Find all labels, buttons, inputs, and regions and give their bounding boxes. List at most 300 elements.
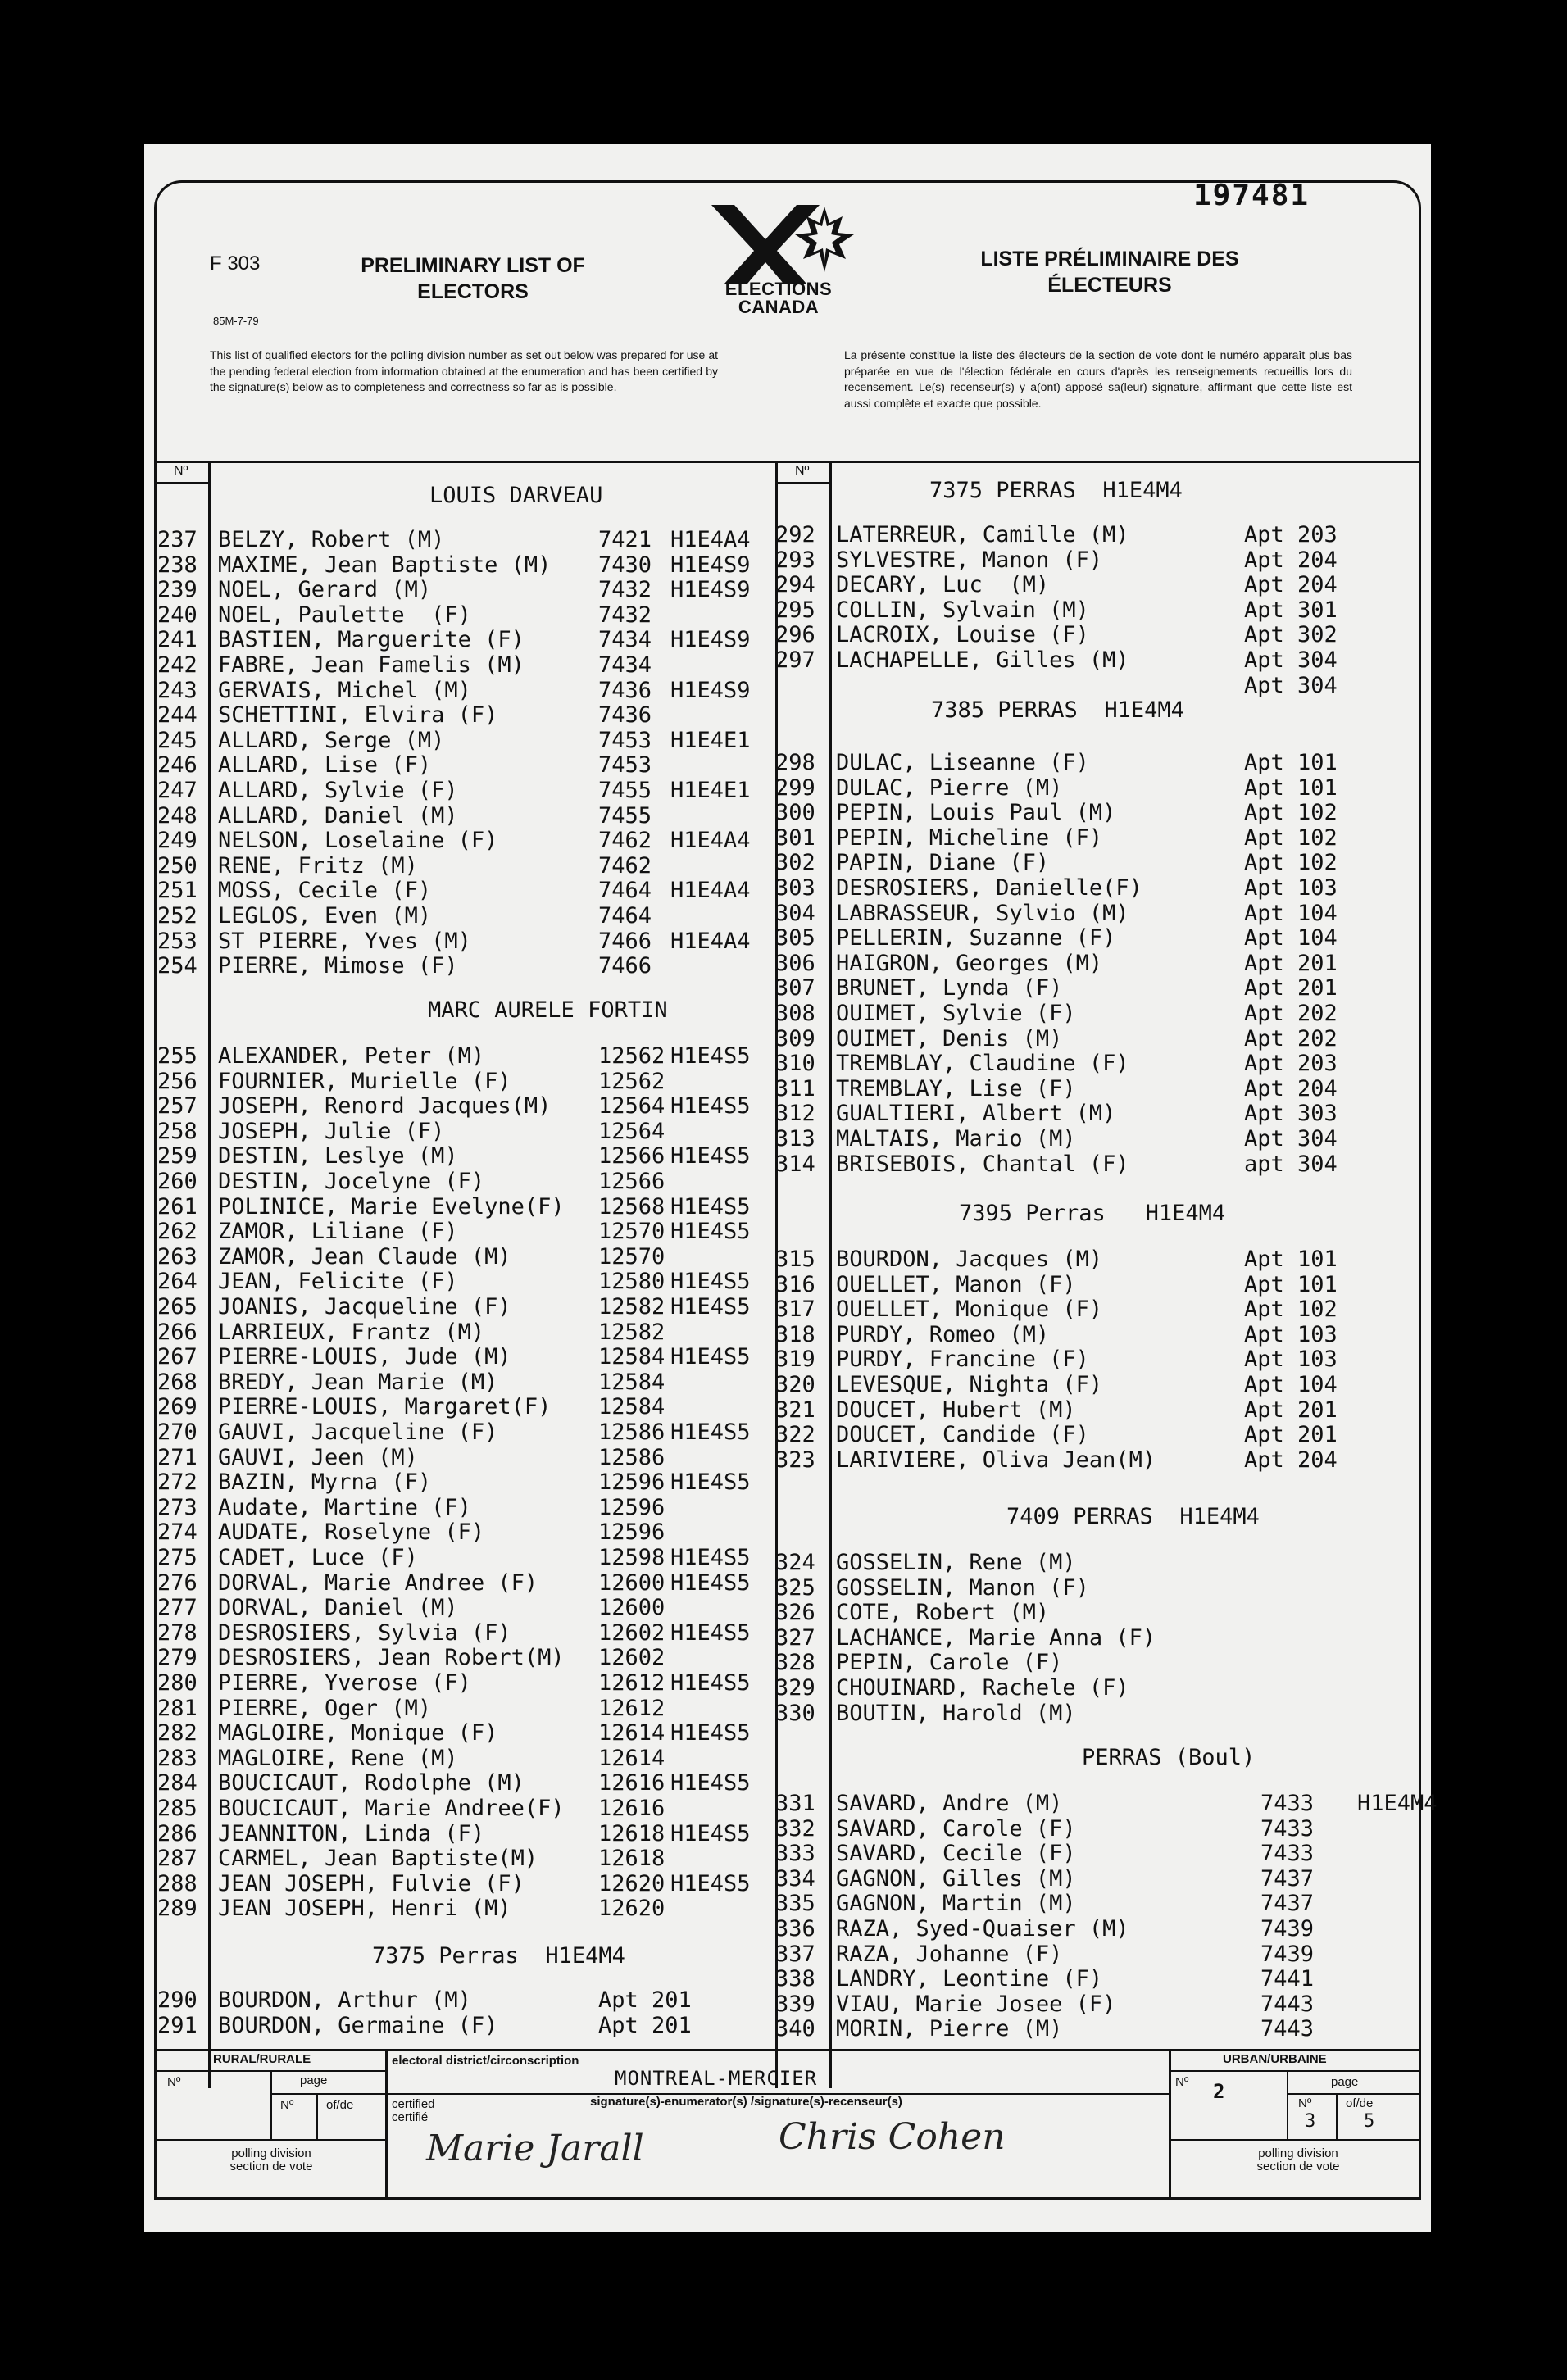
elector-name: LEGLOS, Even (M): [218, 903, 432, 929]
form-number: F 303: [210, 252, 261, 275]
elector-address: 7433: [1260, 1841, 1315, 1867]
elector-name: LANDRY, Leontine (F): [836, 1966, 1103, 1992]
elector-address: 7443: [1260, 1991, 1315, 2017]
elector-number: 318: [775, 1321, 815, 1347]
logo-line2: CANADA: [738, 297, 820, 317]
elector-address: 12618: [598, 1820, 665, 1846]
elector-number: 338: [775, 1966, 815, 1992]
elector-number: 304: [775, 900, 815, 926]
elector-number: 330: [775, 1700, 815, 1726]
elector-address: 12566: [598, 1143, 665, 1170]
urban-page-value: 3: [1305, 2111, 1316, 2132]
urban-of-value: 5: [1364, 2111, 1375, 2132]
elector-name: JOSEPH, Renord Jacques(M): [218, 1093, 552, 1120]
elector-postal-code: H1E4E1: [670, 778, 751, 803]
elector-number: 309: [775, 1025, 815, 1051]
elector-number: 307: [775, 975, 815, 1002]
elector-name: BRUNET, Lynda (F): [836, 975, 1063, 1002]
elector-address: 12596: [598, 1519, 665, 1546]
elector-address: Apt 104: [1244, 1372, 1338, 1397]
elector-name: DORVAL, Daniel (M): [218, 1595, 458, 1621]
elector-name: CARMEL, Jean Baptiste(M): [218, 1846, 538, 1872]
elector-name: DESROSIERS, Jean Robert(M): [218, 1645, 565, 1671]
section-heading: LOUIS DARVEAU: [429, 483, 603, 508]
elector-number: 292: [775, 522, 815, 547]
elector-number: 332: [775, 1815, 815, 1842]
elector-address: Apt 203: [1244, 522, 1338, 547]
elector-address: 12570: [598, 1243, 665, 1269]
elector-postal-code: H1E4S5: [670, 1545, 751, 1570]
elector-postal-code: H1E4S5: [670, 1093, 751, 1120]
elector-address: 7430: [598, 552, 652, 578]
elector-number: 298: [775, 750, 815, 775]
elector-name: JEAN JOSEPH, Henri (M): [218, 1896, 511, 1922]
elector-name: ZAMOR, Liliane (F): [218, 1219, 458, 1245]
elector-number: 308: [775, 1001, 815, 1026]
rural-polling-division: [218, 2147, 325, 2173]
elector-name: LEVESQUE, Nighta (F): [836, 1372, 1103, 1397]
urban-rule: [1169, 2070, 1421, 2072]
elector-address: 7433: [1260, 1791, 1315, 1816]
urban-divider: [1287, 2070, 1288, 2141]
elector-name: PIERRE, Yverose (F): [218, 1670, 471, 1696]
right-no-header-rule: [775, 482, 831, 484]
urban-label: URBAN/URBAINE: [1223, 2052, 1327, 2066]
elector-address: 12564: [598, 1118, 665, 1144]
logo-line1: ELECTIONS: [724, 279, 833, 299]
elector-postal-code: H1E4S5: [670, 1469, 751, 1496]
elector-number: 278: [157, 1619, 198, 1646]
elector-name: ZAMOR, Jean Claude (M): [218, 1243, 511, 1269]
elector-name: SCHETTINI, Elvira (F): [218, 702, 498, 729]
left-no-label: Nº: [174, 464, 188, 478]
certified-label: [392, 2098, 435, 2124]
elector-address: Apt 202: [1244, 1025, 1338, 1051]
elector-address: Apt 204: [1244, 547, 1338, 573]
elector-address: 12600: [598, 1595, 665, 1621]
elector-address: Apt 201: [598, 2012, 692, 2038]
section-de-vote-label: section de vote: [1256, 2160, 1340, 2173]
elector-name: TREMBLAY, Lise (F): [836, 1075, 1076, 1101]
elector-name: SAVARD, Andre (M): [836, 1791, 1063, 1816]
elector-address: 12620: [598, 1896, 665, 1922]
elector-address: 12570: [598, 1219, 665, 1245]
elector-address: 12602: [598, 1645, 665, 1671]
elector-address: 7432: [598, 602, 652, 628]
elector-number: 258: [157, 1118, 198, 1144]
elector-name: LACHANCE, Marie Anna (F): [836, 1624, 1156, 1651]
elector-postal-code: H1E4S9: [670, 677, 751, 703]
elector-number: 244: [157, 702, 198, 729]
elector-number: 302: [775, 850, 815, 876]
urban-page-no-label: Nº: [1298, 2096, 1312, 2110]
elector-address: Apt 101: [1244, 774, 1338, 801]
elector-name: GUALTIERI, Albert (M): [836, 1101, 1116, 1127]
elector-address: 12618: [598, 1846, 665, 1872]
elector-address: 7433: [1260, 1815, 1315, 1842]
elector-number: 320: [775, 1372, 815, 1397]
elector-address: Apt 102: [1244, 824, 1338, 851]
elector-number: 249: [157, 828, 198, 854]
elector-address: 7432: [598, 577, 652, 603]
elector-address: 12612: [598, 1670, 665, 1696]
elector-address: Apt 203: [1244, 1051, 1338, 1077]
rural-of-label: of/de: [326, 2098, 354, 2112]
elector-postal-code: H1E4S5: [670, 1770, 751, 1796]
elector-postal-code: H1E4S5: [670, 1870, 751, 1896]
elector-postal-code: H1E4S5: [670, 1219, 751, 1245]
elector-name: PIERRE, Oger (M): [218, 1695, 432, 1721]
elector-address: Apt 102: [1244, 800, 1338, 826]
right-no-label: Nº: [795, 464, 810, 478]
urban-polling-division: [1241, 2147, 1356, 2173]
elector-address: 12614: [598, 1745, 665, 1771]
elector-name: LACROIX, Louise (F): [836, 622, 1089, 648]
elector-postal-code: H1E4S5: [670, 1820, 751, 1846]
elector-number: 323: [775, 1447, 815, 1473]
elector-number: 276: [157, 1569, 198, 1596]
elector-name: PIERRE, Mimose (F): [218, 953, 458, 979]
elector-name: BELZY, Robert (M): [218, 527, 445, 552]
elector-address: 12616: [598, 1796, 665, 1821]
elector-number: 331: [775, 1791, 815, 1816]
certified-fr: certifié: [392, 2110, 429, 2124]
logo-wordmark: [705, 280, 852, 316]
elector-postal-code: H1E4S5: [670, 1720, 751, 1746]
elector-number: 248: [157, 802, 198, 829]
elector-address: 12612: [598, 1695, 665, 1721]
elector-name: COLLIN, Sylvain (M): [836, 597, 1089, 623]
elector-number: 313: [775, 1126, 815, 1151]
elector-number: 339: [775, 1991, 815, 2017]
rural-divider: [316, 2093, 318, 2141]
elector-number: 311: [775, 1075, 815, 1101]
elector-name: ALLARD, Serge (M): [218, 727, 445, 753]
elector-number: 283: [157, 1745, 198, 1771]
elector-name: BOURDON, Germaine (F): [218, 2012, 498, 2038]
section-heading: 7375 PERRAS H1E4M4: [929, 478, 1183, 503]
elector-number: 250: [157, 852, 198, 879]
elector-address: 7453: [598, 727, 652, 753]
elector-address: Apt 304: [1244, 1126, 1338, 1151]
elector-address: 7455: [598, 778, 652, 803]
elector-name: DULAC, Liseanne (F): [836, 750, 1089, 775]
elector-number: 294: [775, 572, 815, 598]
elector-number: 261: [157, 1193, 198, 1220]
elector-address: 7436: [598, 677, 652, 703]
title-english: [329, 252, 616, 305]
elector-name: GAUVI, Jeen (M): [218, 1444, 418, 1470]
elector-address: Apt 101: [1244, 1271, 1338, 1297]
elector-address: Apt 204: [1244, 572, 1338, 598]
rural-page-label: page: [300, 2073, 328, 2087]
elector-name: COTE, Robert (M): [836, 1600, 1050, 1626]
elector-address: Apt 204: [1244, 1447, 1338, 1473]
elector-name: DOUCET, Hubert (M): [836, 1397, 1076, 1423]
elector-number: 237: [157, 527, 198, 552]
elector-address: Apt 102: [1244, 850, 1338, 876]
elector-postal-code: H1E4M4: [1357, 1791, 1438, 1816]
elector-name: NOEL, Gerard (M): [218, 577, 432, 603]
elector-number: 273: [157, 1494, 198, 1520]
elector-address: 7464: [598, 903, 652, 929]
elector-address: 12596: [598, 1494, 665, 1520]
elector-address: Apt 304: [1244, 672, 1338, 698]
elector-number: 253: [157, 928, 198, 954]
elector-address: 12614: [598, 1720, 665, 1746]
elector-postal-code: H1E4A4: [670, 828, 751, 854]
elector-address: Apt 104: [1244, 900, 1338, 926]
elector-name: BOUCICAUT, Rodolphe (M): [218, 1770, 525, 1796]
elector-name: LABRASSEUR, Sylvio (M): [836, 900, 1129, 926]
elector-name: MOSS, Cecile (F): [218, 878, 432, 904]
elector-number: 329: [775, 1675, 815, 1701]
elector-postal-code: H1E4A4: [670, 527, 751, 552]
elector-address: 7462: [598, 852, 652, 879]
elector-name: PIERRE-LOUIS, Jude (M): [218, 1344, 511, 1370]
elector-number: 260: [157, 1169, 198, 1194]
elector-address: Apt 304: [1244, 647, 1338, 673]
elector-name: RAZA, Johanne (F): [836, 1941, 1063, 1967]
elector-number: 319: [775, 1347, 815, 1373]
elector-address: Apt 101: [1244, 1247, 1338, 1272]
elector-number: 303: [775, 875, 815, 901]
elector-address: Apt 103: [1244, 1347, 1338, 1373]
elector-name: PEPIN, Louis Paul (M): [836, 800, 1116, 826]
elector-name: RENE, Fritz (M): [218, 852, 418, 879]
urban-bottom-rule: [1169, 2139, 1421, 2141]
elector-number: 290: [157, 1987, 198, 2013]
footer-left-divider: [385, 2049, 388, 2200]
elector-name: ALLARD, Sylvie (F): [218, 778, 458, 803]
signature-1: Marie Jarall: [426, 2128, 644, 2169]
elector-number: 296: [775, 622, 815, 648]
elector-postal-code: H1E4S5: [670, 1294, 751, 1319]
elector-name: NOEL, Paulette (F): [218, 602, 471, 628]
elector-name: BRISEBOIS, Chantal (F): [836, 1151, 1129, 1177]
title-fr-line2: ÉLECTEURS: [1047, 274, 1172, 297]
elector-name: DESTIN, Jocelyne (F): [218, 1169, 485, 1194]
elector-postal-code: H1E4S9: [670, 552, 751, 578]
elector-number: 282: [157, 1720, 198, 1746]
title-fr-line1: LISTE PRÉLIMINAIRE DES: [980, 248, 1239, 270]
signature-2: Chris Cohen: [779, 2116, 1006, 2158]
elector-number: 299: [775, 774, 815, 801]
elector-number: 268: [157, 1369, 198, 1395]
elector-name: GAGNON, Gilles (M): [836, 1865, 1076, 1892]
elector-name: TREMBLAY, Claudine (F): [836, 1051, 1129, 1077]
rural-divider: [270, 2070, 272, 2141]
elector-address: 12582: [598, 1319, 665, 1345]
elector-name: Audate, Martine (F): [218, 1494, 471, 1520]
elector-name: DOUCET, Candide (F): [836, 1422, 1089, 1448]
elector-address: Apt 103: [1244, 1321, 1338, 1347]
elector-name: MAGLOIRE, Rene (M): [218, 1745, 458, 1771]
elector-name: AUDATE, Roselyne (F): [218, 1519, 485, 1546]
elector-number: 306: [775, 950, 815, 976]
elector-name: PEPIN, Micheline (F): [836, 824, 1103, 851]
elector-name: PIERRE-LOUIS, Margaret(F): [218, 1394, 552, 1420]
elector-number: 279: [157, 1645, 198, 1671]
center-divider-right: [829, 461, 832, 2088]
elector-number: 312: [775, 1101, 815, 1127]
elector-name: SYLVESTRE, Manon (F): [836, 547, 1103, 573]
urban-no-label: Nº: [1175, 2075, 1189, 2089]
elector-number: 336: [775, 1916, 815, 1942]
elector-name: SAVARD, Cecile (F): [836, 1841, 1076, 1867]
elector-address: Apt 201: [598, 1987, 692, 2013]
section-heading: PERRAS (Boul): [1082, 1745, 1256, 1770]
elector-postal-code: H1E4A4: [670, 928, 751, 954]
polling-division-label: polling division: [1258, 2146, 1338, 2160]
elector-name: JEAN JOSEPH, Fulvie (F): [218, 1870, 525, 1896]
elector-number: 316: [775, 1271, 815, 1297]
rural-no-label: Nº: [167, 2075, 181, 2089]
elector-name: PEPIN, Carole (F): [836, 1650, 1063, 1676]
elector-address: 12620: [598, 1870, 665, 1896]
elector-number: 310: [775, 1051, 815, 1077]
elector-address: 12584: [598, 1344, 665, 1370]
section-heading: 7375 Perras H1E4M4: [372, 1943, 625, 1969]
elector-name: PURDY, Francine (F): [836, 1347, 1089, 1373]
elector-number: 286: [157, 1820, 198, 1846]
elector-postal-code: H1E4E1: [670, 727, 751, 753]
elector-address: 12600: [598, 1569, 665, 1596]
elector-name: BOUCICAUT, Marie Andree(F): [218, 1796, 565, 1821]
elector-number: 274: [157, 1519, 198, 1546]
elector-address: 12584: [598, 1369, 665, 1395]
elector-name: ALEXANDER, Peter (M): [218, 1043, 485, 1069]
certified-en: certified: [392, 2097, 435, 2111]
left-number-divider: [208, 461, 211, 2088]
rural-bottom-rule: [156, 2139, 385, 2141]
elector-name: CHOUINARD, Rachele (F): [836, 1675, 1129, 1701]
elector-number: 239: [157, 577, 198, 603]
elector-number: 314: [775, 1151, 815, 1177]
elector-number: 243: [157, 677, 198, 703]
elector-number: 288: [157, 1870, 198, 1896]
elector-postal-code: H1E4S5: [670, 1269, 751, 1295]
elector-number: 267: [157, 1344, 198, 1370]
elector-address: Apt 201: [1244, 950, 1338, 976]
title-en-line2: ELECTORS: [417, 280, 529, 303]
section-heading: MARC AURELE FORTIN: [428, 997, 668, 1023]
elector-postal-code: H1E4S9: [670, 577, 751, 603]
elector-number: 241: [157, 627, 198, 653]
elector-name: NELSON, Loselaine (F): [218, 828, 498, 854]
elector-postal-code: H1E4S9: [670, 627, 751, 653]
elector-number: 321: [775, 1397, 815, 1423]
rural-page-no-label: Nº: [280, 2098, 294, 2112]
elector-name: GAGNON, Martin (M): [836, 1891, 1076, 1917]
elector-name: DULAC, Pierre (M): [836, 774, 1063, 801]
elector-number: 257: [157, 1093, 198, 1120]
elector-name: HAIGRON, Georges (M): [836, 950, 1103, 976]
signature-label: signature(s)-enumerator(s) /signature(s)-recenseur(s): [590, 2095, 902, 2109]
elector-name: MAXIME, Jean Baptiste (M): [218, 552, 552, 578]
serial-number: 197481: [1193, 179, 1310, 212]
elector-name: OUELLET, Monique (F): [836, 1297, 1103, 1323]
elector-number: 335: [775, 1891, 815, 1917]
elector-name: BOURDON, Arthur (M): [218, 1987, 471, 2013]
elector-address: 7434: [598, 652, 652, 678]
elector-name: BREDY, Jean Marie (M): [218, 1369, 498, 1395]
elector-address: 12564: [598, 1093, 665, 1120]
elector-address: 7462: [598, 828, 652, 854]
elector-number: 333: [775, 1841, 815, 1867]
elector-postal-code: H1E4S5: [670, 1193, 751, 1220]
elector-number: 315: [775, 1247, 815, 1272]
elector-number: 269: [157, 1394, 198, 1420]
elector-number: 327: [775, 1624, 815, 1651]
elector-address: 7439: [1260, 1916, 1315, 1942]
section-de-vote-label: section de vote: [229, 2160, 313, 2173]
elector-address: Apt 201: [1244, 1422, 1338, 1448]
elector-name: GERVAIS, Michel (M): [218, 677, 471, 703]
elector-name: PAPIN, Diane (F): [836, 850, 1050, 876]
elector-name: POLINICE, Marie Evelyne(F): [218, 1193, 565, 1220]
elector-number: 324: [775, 1550, 815, 1575]
elector-number: 251: [157, 878, 198, 904]
elector-number: 301: [775, 824, 815, 851]
elector-address: 7455: [598, 802, 652, 829]
elector-name: PURDY, Romeo (M): [836, 1321, 1050, 1347]
elector-number: 295: [775, 597, 815, 623]
elector-number: 340: [775, 2016, 815, 2042]
elector-name: DORVAL, Marie Andree (F): [218, 1569, 538, 1596]
elector-number: 272: [157, 1469, 198, 1496]
elector-number: 240: [157, 602, 198, 628]
elector-number: 285: [157, 1796, 198, 1821]
intro-french: La présente constitue la liste des électeurs de la section de vote dont le numéro apparaît plus bas préparée en vue de l'élection fédérale en cours d'après les renseignements recueillis lors du recensement. Le(s) recenseur(s) y a(ont) apposé sa(leur) signature, affirmant que cette liste est aussi complète et exacte que possible.: [844, 348, 1352, 410]
elector-number: 246: [157, 752, 198, 779]
elector-name: JEAN, Felicite (F): [218, 1269, 458, 1295]
elector-address: 12586: [598, 1419, 665, 1445]
rural-label: RURAL/RURALE: [213, 2052, 311, 2066]
elector-address: 7443: [1260, 2016, 1315, 2042]
elector-address: Apt 101: [1244, 750, 1338, 775]
elector-name: LARIVIERE, Oliva Jean(M): [836, 1447, 1156, 1473]
elector-address: 12586: [598, 1444, 665, 1470]
elector-number: 271: [157, 1444, 198, 1470]
elector-address: 7421: [598, 527, 652, 552]
elector-name: DESROSIERS, Sylvia (F): [218, 1619, 511, 1646]
elector-address: Apt 102: [1244, 1297, 1338, 1323]
elector-postal-code: H1E4S5: [670, 1143, 751, 1170]
elector-name: JOSEPH, Julie (F): [218, 1118, 445, 1144]
elector-number: 305: [775, 925, 815, 952]
elector-name: LATERREUR, Camille (M): [836, 522, 1129, 547]
urban-page-label: page: [1331, 2075, 1359, 2089]
elector-number: 325: [775, 1574, 815, 1601]
elector-number: 281: [157, 1695, 198, 1721]
elector-postal-code: H1E4S5: [670, 1619, 751, 1646]
elector-name: SAVARD, Carole (F): [836, 1815, 1076, 1842]
elector-address: 7453: [598, 752, 652, 779]
elector-name: ALLARD, Lise (F): [218, 752, 432, 779]
elector-number: 247: [157, 778, 198, 803]
elector-name: CADET, Luce (F): [218, 1545, 418, 1570]
elector-number: 300: [775, 800, 815, 826]
elector-postal-code: H1E4S5: [670, 1344, 751, 1370]
elector-number: 275: [157, 1545, 198, 1570]
elector-name: BOURDON, Jacques (M): [836, 1247, 1103, 1272]
elector-name: ST PIERRE, Yves (M): [218, 928, 471, 954]
elector-number: 266: [157, 1319, 198, 1345]
elector-name: GOSSELIN, Rene (M): [836, 1550, 1076, 1575]
elector-name: PELLERIN, Suzanne (F): [836, 925, 1116, 952]
elector-address: Apt 204: [1244, 1075, 1338, 1101]
